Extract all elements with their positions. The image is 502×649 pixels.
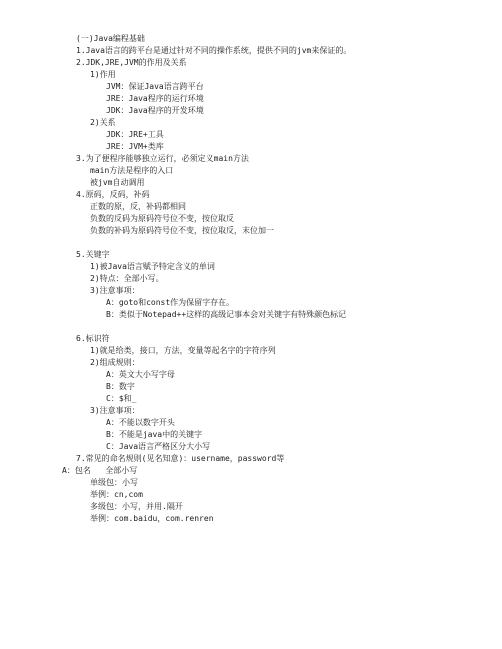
text-line: JDK：JRE+工具 [106, 130, 164, 139]
text-line: 多级包：小写，并用.隔开 [90, 502, 183, 511]
text-line: JVM：保证Java语言跨平台 [106, 82, 204, 91]
document-body [0, 33, 502, 525]
text-line: 3)注意事项： [90, 286, 140, 295]
text-line: A：goto和const作为保留字存在。 [106, 298, 235, 307]
text-line: JRE：Java程序的运行环境 [106, 94, 204, 103]
text-line: (一)Java编程基础 [76, 34, 145, 43]
text-line: JRE：JVM+类库 [106, 142, 164, 151]
text-line: 4.原码，反码，补码 [76, 190, 150, 199]
text-line: B：类似于Notepad++这样的高级记事本会对关键字有特殊颜色标记 [106, 310, 347, 319]
text-line: 1)被Java语言赋予特定含义的单词 [90, 262, 215, 271]
text-line: 1)就是给类，接口，方法，变量等起名字的字符序列 [90, 346, 276, 355]
text-line: 2)关系 [90, 118, 116, 127]
text-line: 3)注意事项： [90, 406, 140, 415]
text-line: 正数的原，反，补码都相同 [90, 202, 186, 211]
text-line: C：Java语言严格区分大小写 [106, 442, 211, 451]
text-line: 被jvm自动调用 [90, 178, 145, 187]
text-line: A：英文大小写字母 [106, 370, 175, 379]
text-line: 3.为了便程序能够独立运行，必须定义main方法 [76, 154, 249, 163]
text-line: 2.JDK,JRE,JVM的作用及关系 [76, 58, 187, 67]
text-line: A：包名 全部小写 [62, 466, 138, 475]
text-line: JDK：Java程序的开发环境 [106, 106, 204, 115]
text-line: B：数字 [106, 382, 135, 391]
text-line: 单级包：小写 [90, 478, 138, 487]
text-line: C：$和_ [106, 394, 137, 403]
text-line: 5.关键字 [76, 250, 110, 259]
text-line: 举例：com.baidu，com.renren [90, 514, 214, 523]
blank-line [0, 321, 502, 333]
text-line: 1)作用 [90, 70, 116, 79]
text-line: A：不能以数字开头 [106, 418, 175, 427]
text-line: 负数的反码为原码符号位不变，按位取反 [90, 214, 234, 223]
text-line: 2)特点：全部小写。 [90, 274, 164, 283]
text-line: 负数的补码为原码符号位不变，按位取反，末位加一 [90, 226, 274, 235]
text-line: main方法是程序的入口 [90, 166, 174, 175]
text-line: 6.标识符 [76, 334, 110, 343]
blank-line [0, 237, 502, 249]
text-line: 1.Java语言的跨平台是通过针对不同的操作系统，提供不同的jvm来保证的。 [76, 46, 352, 55]
text-line: 2)组成规则： [90, 358, 140, 367]
text-line: 7.常见的命名规则(见名知意)：username，password等 [76, 454, 285, 463]
text-line: B：不能是java中的关键字 [106, 430, 203, 439]
text-line: 举例：cn,com [90, 490, 143, 499]
